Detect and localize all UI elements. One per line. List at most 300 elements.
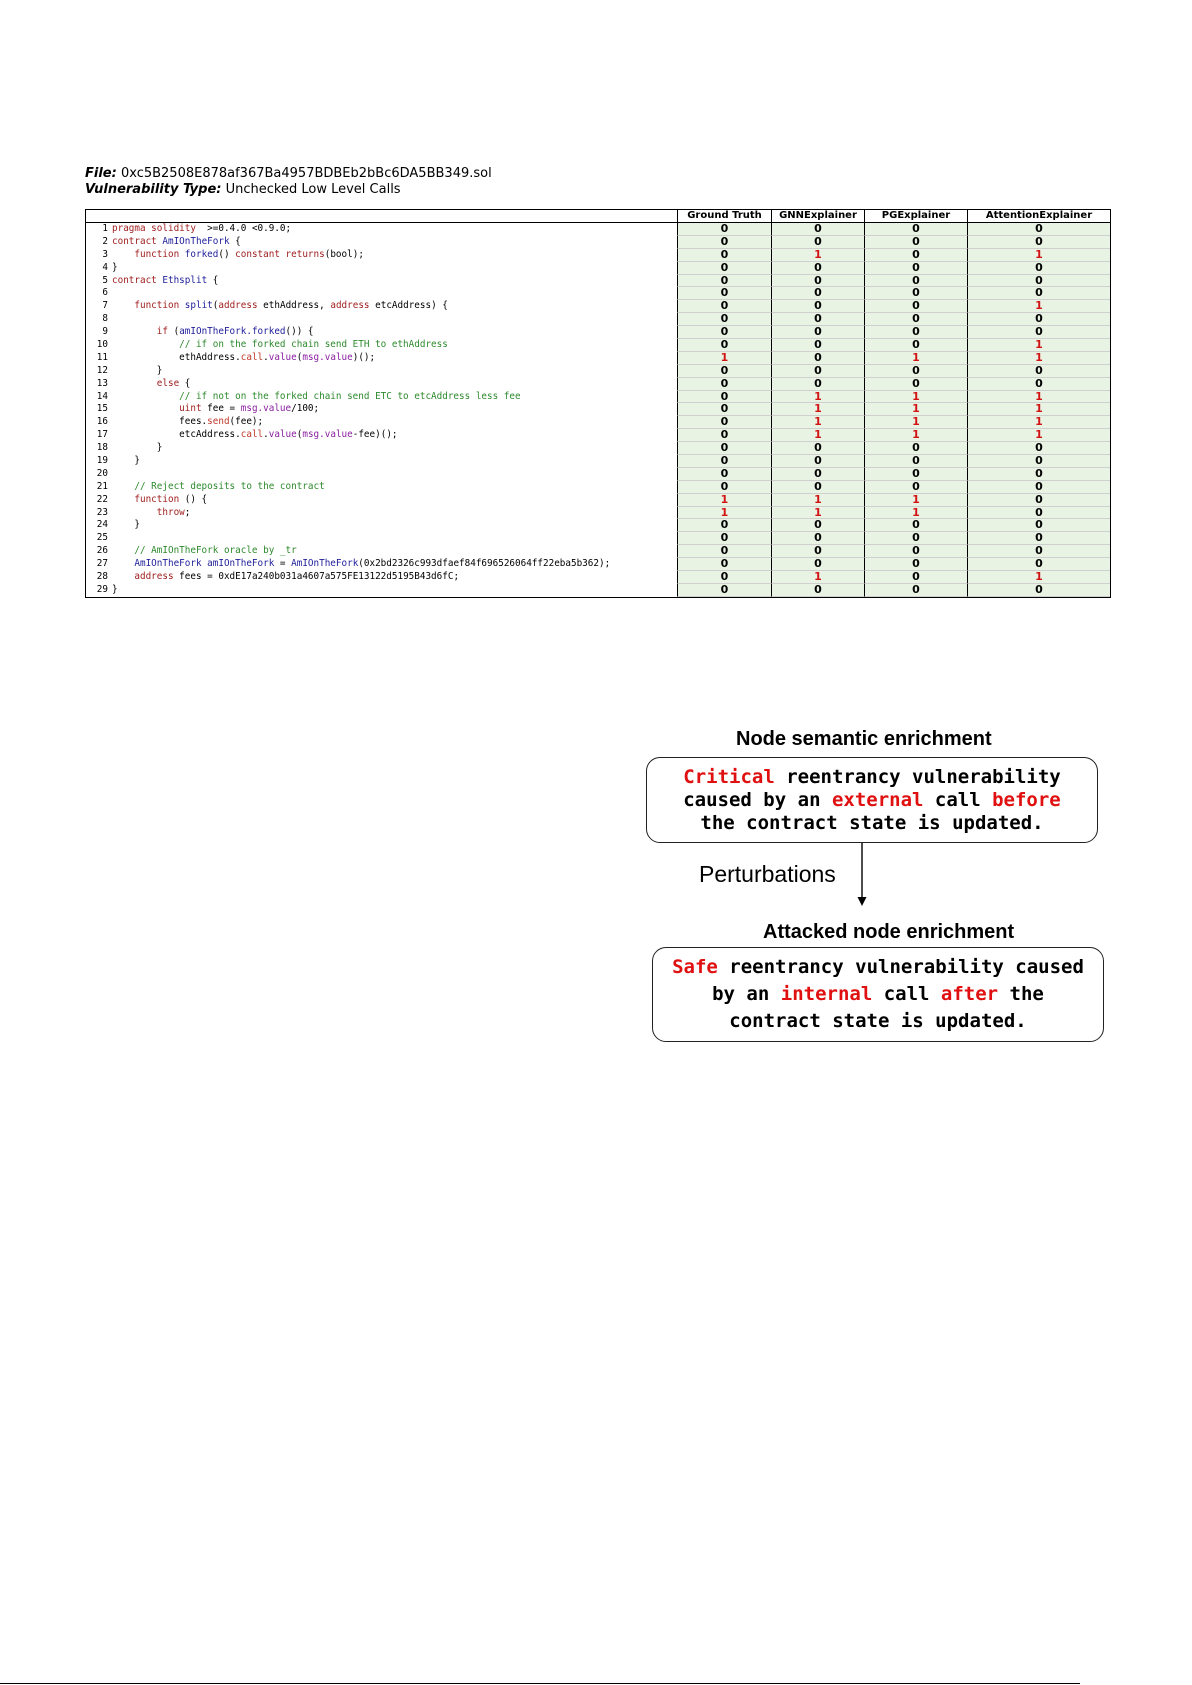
table-row xyxy=(86,287,1110,300)
line-number: 2 xyxy=(102,235,108,247)
code-token: -fee)(); xyxy=(352,429,398,441)
value-cell-ground-truth: 0 xyxy=(677,339,771,352)
code-line xyxy=(86,262,677,275)
value-cell-ground-truth: 0 xyxy=(677,468,771,481)
code-token: contract xyxy=(112,274,157,286)
value-cell-pgexplainer: 0 xyxy=(864,378,967,391)
value-cell-pgexplainer: 1 xyxy=(864,391,967,404)
value-cell-ground-truth: 0 xyxy=(677,287,771,300)
code-token xyxy=(112,494,134,505)
line-number: 6 xyxy=(102,287,108,299)
value-cell-ground-truth: 0 xyxy=(677,584,771,597)
value-cell-attentionexplainer: 1 xyxy=(967,416,1110,429)
code-token: // AmIOnTheFork oracle by _tr xyxy=(134,545,297,557)
value-cell-pgexplainer: 0 xyxy=(864,249,967,262)
code-line xyxy=(86,365,677,378)
value-cell-pgexplainer: 1 xyxy=(864,507,967,520)
line-number: 22 xyxy=(96,493,108,505)
line-number: 9 xyxy=(102,326,108,338)
value-cell-pgexplainer: 0 xyxy=(864,571,967,584)
code-line xyxy=(86,249,677,262)
code-line xyxy=(86,287,677,300)
code-token: ( xyxy=(296,351,303,363)
line-number: 11 xyxy=(96,351,108,363)
value-cell-gnnexplainer: 1 xyxy=(771,391,864,404)
table-row xyxy=(86,442,1110,455)
value-cell-gnnexplainer: 0 xyxy=(771,262,864,275)
table-row xyxy=(86,313,1110,326)
value-cell-ground-truth: 0 xyxy=(677,571,771,584)
table-row xyxy=(86,545,1110,558)
code-line xyxy=(86,313,677,326)
value-cell-pgexplainer: 1 xyxy=(864,403,967,416)
down-arrow-icon xyxy=(855,843,869,906)
column-header-attentionexplainer: AttentionExplainer xyxy=(967,210,1110,222)
code-token: } xyxy=(112,583,118,595)
value-cell-gnnexplainer: 0 xyxy=(771,236,864,249)
footer-rule xyxy=(0,1683,1080,1684)
value-cell-pgexplainer: 0 xyxy=(864,236,967,249)
perturbations-label: Perturbations xyxy=(699,861,836,887)
code-token: ethAddress, xyxy=(257,300,331,312)
value-cell-ground-truth: 0 xyxy=(677,532,771,545)
code-line xyxy=(86,352,677,365)
value-cell-gnnexplainer: 0 xyxy=(771,339,864,352)
table-body xyxy=(86,223,1110,597)
table-row xyxy=(86,532,1110,545)
line-number: 16 xyxy=(96,416,108,428)
code-token: = xyxy=(274,558,292,570)
line-number: 7 xyxy=(102,300,108,312)
code-token xyxy=(112,507,157,518)
file-label: File: xyxy=(85,166,117,181)
value-cell-pgexplainer: 0 xyxy=(864,313,967,326)
table-row xyxy=(86,236,1110,249)
code-line xyxy=(86,584,677,597)
value-cell-gnnexplainer: 0 xyxy=(771,352,864,365)
value-cell-pgexplainer: 1 xyxy=(864,352,967,365)
value-cell-attentionexplainer: 0 xyxy=(967,468,1110,481)
value-cell-pgexplainer: 0 xyxy=(864,545,967,558)
value-cell-gnnexplainer: 1 xyxy=(771,571,864,584)
code-token: else xyxy=(156,377,180,389)
code-token xyxy=(112,326,157,337)
column-header-gnnexplainer: GNNExplainer xyxy=(771,210,864,222)
highlighted-word: external xyxy=(831,788,924,811)
column-header-ground-truth: Ground Truth xyxy=(677,210,771,222)
vulnerability-value: Unchecked Low Level Calls xyxy=(225,182,401,197)
value-cell-attentionexplainer: 1 xyxy=(967,391,1110,404)
code-token: send xyxy=(207,416,230,428)
value-cell-attentionexplainer: 0 xyxy=(967,378,1110,391)
code-line xyxy=(86,519,677,532)
code-token: fees = 0xdE17a240b031a4607a575FE13122d5195B43d6fC; xyxy=(173,571,460,583)
table-row xyxy=(86,365,1110,378)
explainer-comparison-table xyxy=(85,209,1111,598)
value-cell-gnnexplainer: 1 xyxy=(771,494,864,507)
line-number: 26 xyxy=(96,545,108,557)
value-cell-ground-truth: 0 xyxy=(677,223,771,236)
value-cell-attentionexplainer: 0 xyxy=(967,326,1110,339)
code-line xyxy=(86,545,677,558)
code-line xyxy=(86,223,677,236)
line-number: 25 xyxy=(96,532,108,544)
code-token: () xyxy=(218,248,236,260)
code-line xyxy=(86,326,677,339)
line-number: 27 xyxy=(96,558,108,570)
value-cell-pgexplainer: 0 xyxy=(864,519,967,532)
value-cell-ground-truth: 0 xyxy=(677,442,771,455)
code-token: >=0.4.0 <0.9.0; xyxy=(195,223,292,234)
table-row xyxy=(86,378,1110,391)
code-line xyxy=(86,339,677,352)
table-row xyxy=(86,275,1110,288)
value-cell-ground-truth: 0 xyxy=(677,365,771,378)
code-token: } xyxy=(112,519,140,531)
code-token: // if on the forked chain send ETH to ethAddress xyxy=(179,339,448,351)
value-cell-attentionexplainer: 1 xyxy=(967,352,1110,365)
value-cell-gnnexplainer: 0 xyxy=(771,365,864,378)
text-span: reentrancy vulnerability caused xyxy=(717,956,1084,978)
text-span: call xyxy=(923,788,993,811)
code-token: (fee); xyxy=(229,416,264,428)
value-cell-pgexplainer: 0 xyxy=(864,262,967,275)
code-token: call xyxy=(240,351,264,363)
value-cell-gnnexplainer: 0 xyxy=(771,287,864,300)
text-span: the xyxy=(998,983,1044,1005)
value-cell-attentionexplainer: 0 xyxy=(967,558,1110,571)
code-line xyxy=(86,300,677,313)
value-cell-pgexplainer: 1 xyxy=(864,494,967,507)
value-cell-pgexplainer: 0 xyxy=(864,532,967,545)
value-cell-gnnexplainer: 0 xyxy=(771,481,864,494)
code-token: fee = xyxy=(201,403,241,415)
code-line xyxy=(86,558,677,571)
value-cell-ground-truth: 1 xyxy=(677,352,771,365)
code-token: fees. xyxy=(112,416,208,428)
code-token: etcAddress. xyxy=(112,429,241,441)
code-token: msg.value xyxy=(302,351,353,363)
line-number: 4 xyxy=(102,261,108,273)
code-token: msg.value xyxy=(302,429,353,441)
code-token: Ethsplit xyxy=(162,274,208,286)
value-cell-ground-truth: 0 xyxy=(677,275,771,288)
value-cell-attentionexplainer: 0 xyxy=(967,223,1110,236)
table-row xyxy=(86,391,1110,404)
value-cell-ground-truth: 0 xyxy=(677,545,771,558)
file-value: 0xc5B2508E878af367Ba4957BDBEb2bBc6DA5BB349.sol xyxy=(120,166,492,181)
code-line xyxy=(86,532,677,545)
code-token: (bool); xyxy=(324,248,364,260)
code-token xyxy=(112,378,157,389)
value-cell-gnnexplainer: 0 xyxy=(771,442,864,455)
table-row xyxy=(86,494,1110,507)
value-cell-pgexplainer: 1 xyxy=(864,416,967,429)
value-cell-gnnexplainer: 1 xyxy=(771,249,864,262)
code-token: } xyxy=(112,261,118,273)
highlighted-word: internal xyxy=(780,983,873,1005)
code-token: /100; xyxy=(291,403,320,415)
value-cell-attentionexplainer: 1 xyxy=(967,339,1110,352)
table-row xyxy=(86,403,1110,416)
value-cell-attentionexplainer: 1 xyxy=(967,300,1110,313)
code-line xyxy=(86,236,677,249)
code-line xyxy=(86,378,677,391)
value-cell-ground-truth: 1 xyxy=(677,494,771,507)
node-semantic-enrichment-box xyxy=(646,757,1098,843)
code-token: contract xyxy=(112,235,157,247)
value-cell-ground-truth: 0 xyxy=(677,558,771,571)
value-cell-attentionexplainer: 0 xyxy=(967,275,1110,288)
value-cell-attentionexplainer: 0 xyxy=(967,236,1110,249)
value-cell-attentionexplainer: 0 xyxy=(967,507,1110,520)
value-cell-attentionexplainer: 0 xyxy=(967,545,1110,558)
value-cell-attentionexplainer: 0 xyxy=(967,584,1110,597)
code-token: // Reject deposits to the contract xyxy=(134,480,325,492)
value-cell-attentionexplainer: 0 xyxy=(967,494,1110,507)
code-token: . xyxy=(263,351,269,363)
value-cell-gnnexplainer: 0 xyxy=(771,545,864,558)
value-cell-attentionexplainer: 1 xyxy=(967,403,1110,416)
enrichment-text-line xyxy=(647,812,1097,835)
code-token: msg.value xyxy=(240,403,292,415)
table-row xyxy=(86,507,1110,520)
code-token xyxy=(112,545,134,556)
value-cell-ground-truth: 0 xyxy=(677,262,771,275)
code-token: AmIOnTheFork xyxy=(162,235,230,247)
table-row xyxy=(86,300,1110,313)
code-token: (0x2bd2326c993dfaef84f696526064ff22eba5b362); xyxy=(358,558,611,570)
table-row xyxy=(86,339,1110,352)
code-token: pragma solidity xyxy=(112,223,196,234)
value-cell-pgexplainer: 1 xyxy=(864,429,967,442)
code-token: ( xyxy=(296,429,303,441)
code-token: { xyxy=(229,235,241,247)
code-token: address xyxy=(330,300,370,312)
table-row xyxy=(86,326,1110,339)
value-cell-gnnexplainer: 0 xyxy=(771,275,864,288)
code-line xyxy=(86,494,677,507)
code-token: () { xyxy=(179,493,208,505)
value-cell-ground-truth: 0 xyxy=(677,519,771,532)
value-cell-ground-truth: 0 xyxy=(677,326,771,339)
value-cell-gnnexplainer: 0 xyxy=(771,532,864,545)
code-token: } xyxy=(112,455,140,467)
code-line xyxy=(86,481,677,494)
value-cell-attentionexplainer: 1 xyxy=(967,429,1110,442)
code-line xyxy=(86,429,677,442)
value-cell-pgexplainer: 0 xyxy=(864,287,967,300)
enrichment-text-line xyxy=(647,766,1097,789)
value-cell-pgexplainer: 0 xyxy=(864,300,967,313)
line-number: 8 xyxy=(102,313,108,325)
line-number: 15 xyxy=(96,403,108,415)
code-line xyxy=(86,507,677,520)
value-cell-gnnexplainer: 1 xyxy=(771,416,864,429)
file-line xyxy=(85,166,492,182)
value-cell-attentionexplainer: 0 xyxy=(967,532,1110,545)
code-token: throw xyxy=(156,506,185,518)
code-token: { xyxy=(179,377,191,389)
enrichment-text-line xyxy=(653,1008,1103,1035)
value-cell-gnnexplainer: 0 xyxy=(771,455,864,468)
value-cell-ground-truth: 0 xyxy=(677,300,771,313)
table-header xyxy=(86,210,1110,223)
value-cell-pgexplainer: 0 xyxy=(864,468,967,481)
code-line xyxy=(86,455,677,468)
value-cell-gnnexplainer: 0 xyxy=(771,300,864,313)
table-row xyxy=(86,352,1110,365)
line-number: 10 xyxy=(96,339,108,351)
value-cell-gnnexplainer: 0 xyxy=(771,326,864,339)
line-number: 14 xyxy=(96,390,108,402)
code-token: value xyxy=(268,351,297,363)
line-number: 29 xyxy=(96,583,108,595)
vulnerability-label: Vulnerability Type: xyxy=(85,182,222,197)
vulnerability-line xyxy=(85,182,492,198)
value-cell-gnnexplainer: 1 xyxy=(771,403,864,416)
line-number: 21 xyxy=(96,480,108,492)
highlighted-word: before xyxy=(992,788,1061,811)
value-cell-pgexplainer: 0 xyxy=(864,455,967,468)
text-span: contract state is updated. xyxy=(729,1010,1027,1032)
code-line xyxy=(86,468,677,481)
value-cell-pgexplainer: 0 xyxy=(864,275,967,288)
code-token: amIOnTheFork.forked xyxy=(179,326,286,338)
code-token: call xyxy=(240,429,264,441)
table-row xyxy=(86,584,1110,597)
code-token xyxy=(112,481,134,492)
code-token: ()) { xyxy=(285,326,314,338)
line-number: 20 xyxy=(96,467,108,479)
code-token: ( xyxy=(212,300,219,312)
value-cell-ground-truth: 0 xyxy=(677,313,771,326)
code-token: ; xyxy=(184,506,191,518)
value-cell-gnnexplainer: 0 xyxy=(771,558,864,571)
value-cell-pgexplainer: 0 xyxy=(864,442,967,455)
table-row xyxy=(86,223,1110,236)
value-cell-gnnexplainer: 1 xyxy=(771,429,864,442)
code-token: AmIOnTheFork xyxy=(291,558,359,570)
value-cell-gnnexplainer: 1 xyxy=(771,507,864,520)
table-row xyxy=(86,519,1110,532)
code-token: // if not on the forked chain send ETC to etcAddress less fee xyxy=(179,390,521,402)
value-cell-ground-truth: 0 xyxy=(677,429,771,442)
code-token xyxy=(112,249,134,260)
code-token: value xyxy=(268,429,297,441)
file-header xyxy=(85,166,492,198)
value-cell-pgexplainer: 0 xyxy=(864,481,967,494)
top-diagram-title: Node semantic enrichment xyxy=(736,728,992,750)
line-number: 12 xyxy=(96,364,108,376)
value-cell-gnnexplainer: 0 xyxy=(771,468,864,481)
value-cell-ground-truth: 0 xyxy=(677,236,771,249)
enrichment-text-line xyxy=(653,981,1103,1008)
code-token: function xyxy=(134,248,180,260)
value-cell-gnnexplainer: 0 xyxy=(771,223,864,236)
code-token: ethAddress. xyxy=(112,351,241,363)
value-cell-ground-truth: 0 xyxy=(677,455,771,468)
line-number: 13 xyxy=(96,377,108,389)
text-span: the contract state is updated. xyxy=(700,811,1044,834)
value-cell-attentionexplainer: 0 xyxy=(967,442,1110,455)
code-token: uint xyxy=(179,403,202,415)
code-token: if xyxy=(156,326,168,338)
value-cell-attentionexplainer: 0 xyxy=(967,287,1110,300)
code-line xyxy=(86,275,677,288)
code-token xyxy=(112,391,179,402)
code-column-header xyxy=(86,210,677,222)
value-cell-pgexplainer: 0 xyxy=(864,326,967,339)
value-cell-attentionexplainer: 1 xyxy=(967,249,1110,262)
code-line xyxy=(86,403,677,416)
code-token: address xyxy=(218,300,258,312)
table-row xyxy=(86,558,1110,571)
code-token: )(); xyxy=(352,351,376,363)
table-row xyxy=(86,416,1110,429)
code-token: constant returns xyxy=(235,248,325,260)
code-token: AmIOnTheFork amIOnTheFork xyxy=(134,558,275,570)
code-token: address xyxy=(134,571,174,583)
table-row xyxy=(86,455,1110,468)
value-cell-pgexplainer: 0 xyxy=(864,339,967,352)
line-number: 17 xyxy=(96,429,108,441)
value-cell-ground-truth: 0 xyxy=(677,416,771,429)
code-token xyxy=(112,339,179,350)
code-token: function xyxy=(134,300,180,312)
value-cell-attentionexplainer: 0 xyxy=(967,455,1110,468)
line-number: 19 xyxy=(96,455,108,467)
value-cell-gnnexplainer: 0 xyxy=(771,519,864,532)
line-number: 24 xyxy=(96,519,108,531)
value-cell-attentionexplainer: 0 xyxy=(967,262,1110,275)
attacked-node-enrichment-box xyxy=(652,947,1104,1042)
line-number: 23 xyxy=(96,506,108,518)
highlighted-word: after xyxy=(940,983,999,1005)
code-token xyxy=(112,403,179,414)
code-token xyxy=(112,558,134,569)
highlighted-word: Critical xyxy=(683,765,775,788)
value-cell-attentionexplainer: 0 xyxy=(967,481,1110,494)
line-number: 28 xyxy=(96,571,108,583)
code-line xyxy=(86,391,677,404)
value-cell-attentionexplainer: 0 xyxy=(967,313,1110,326)
code-token: function xyxy=(134,493,180,505)
text-span: reentrancy vulnerability xyxy=(774,765,1061,788)
value-cell-gnnexplainer: 0 xyxy=(771,584,864,597)
text-span: by an xyxy=(712,983,781,1005)
code-token: } xyxy=(112,364,163,376)
value-cell-attentionexplainer: 1 xyxy=(967,571,1110,584)
code-token: forked xyxy=(184,248,219,260)
value-cell-attentionexplainer: 0 xyxy=(967,365,1110,378)
line-number: 18 xyxy=(96,442,108,454)
value-cell-pgexplainer: 0 xyxy=(864,558,967,571)
value-cell-ground-truth: 1 xyxy=(677,507,771,520)
value-cell-pgexplainer: 0 xyxy=(864,223,967,236)
value-cell-ground-truth: 0 xyxy=(677,378,771,391)
table-row xyxy=(86,262,1110,275)
enrichment-text-line xyxy=(647,789,1097,812)
code-token: etcAddress) { xyxy=(369,300,448,312)
code-line xyxy=(86,442,677,455)
value-cell-ground-truth: 0 xyxy=(677,249,771,262)
code-token xyxy=(112,571,134,582)
text-span: caused by an xyxy=(683,788,832,811)
value-cell-attentionexplainer: 0 xyxy=(967,519,1110,532)
code-token xyxy=(112,300,134,311)
code-token: ( xyxy=(167,326,180,338)
